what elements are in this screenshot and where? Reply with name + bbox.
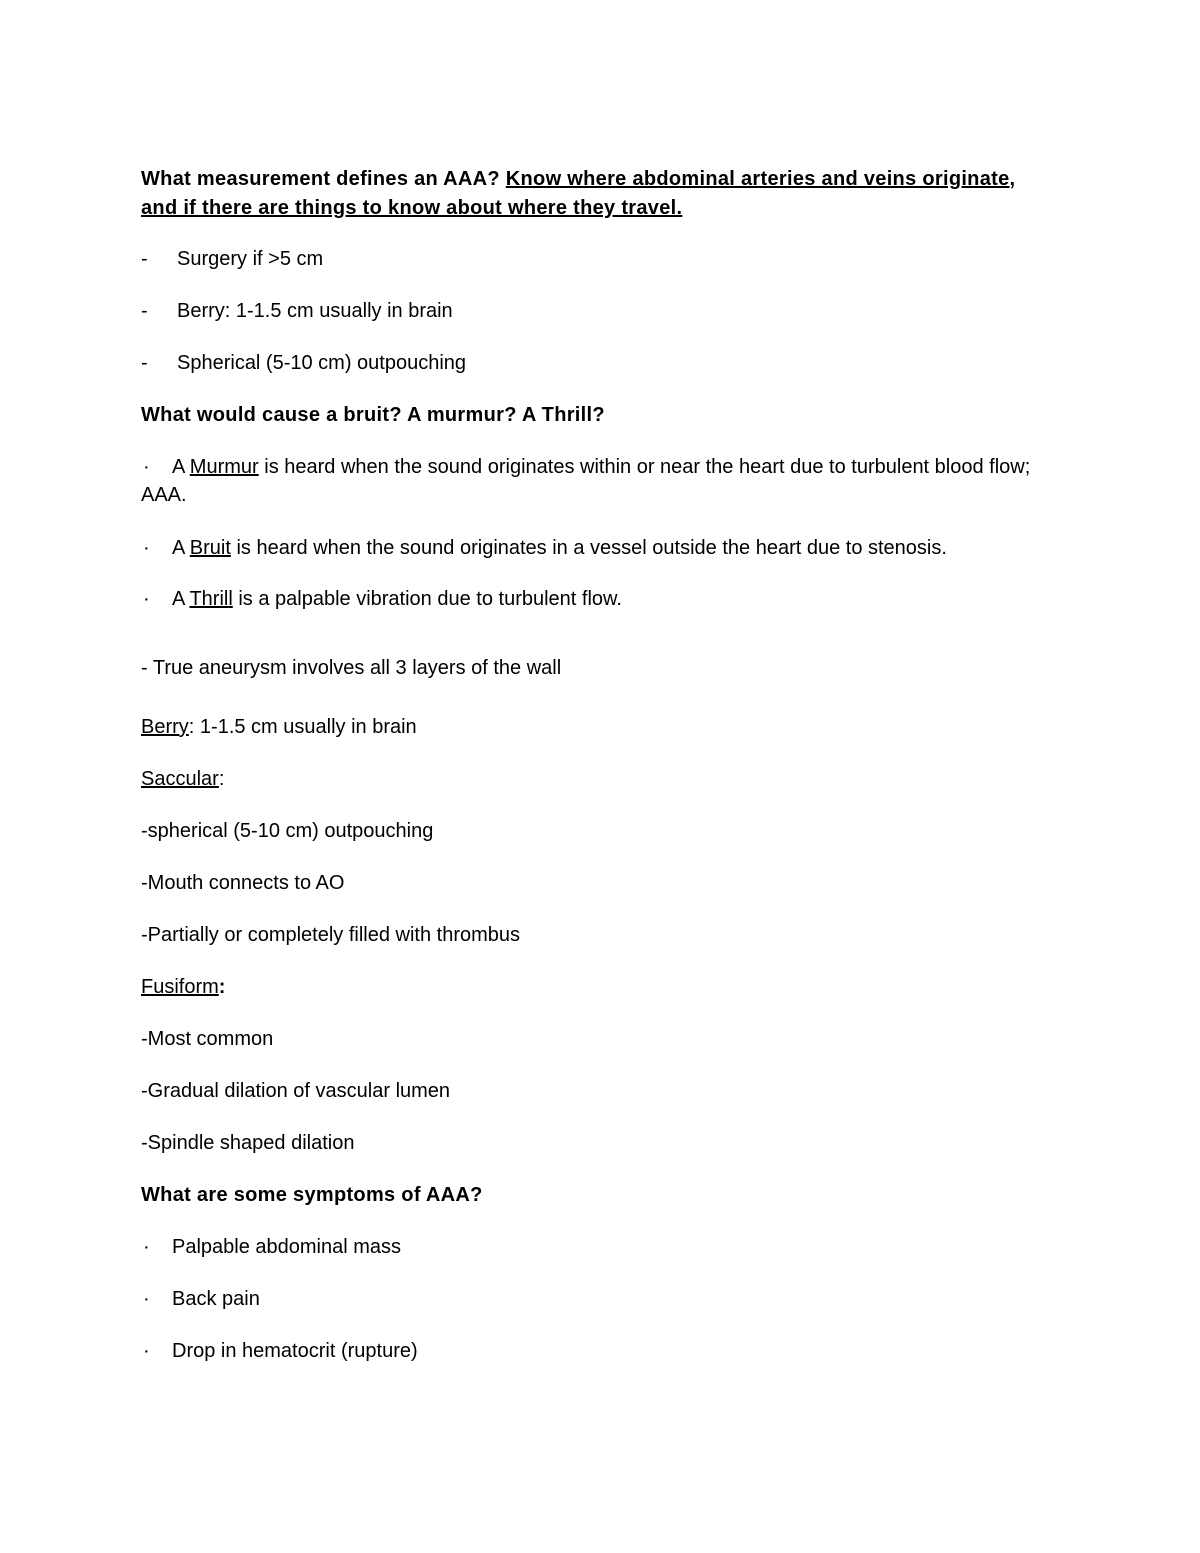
- dash-bullet: -: [141, 300, 148, 322]
- list-item-text: is heard when the sound originates within or near the heart due to turbulent blood flow; AAA.: [141, 456, 1031, 506]
- list-item-text: Spherical (5-10 cm) outpouching: [177, 352, 467, 374]
- list-item-bruit: [141, 534, 947, 562]
- term-saccular: Saccular: [141, 768, 219, 790]
- list-item: [141, 349, 466, 377]
- list-item: [141, 1285, 260, 1313]
- list-item: -Gradual dilation of vascular lumen: [141, 1080, 451, 1102]
- dot-bullet: ·: [143, 1340, 150, 1362]
- document-page: [141, 0, 1071, 1553]
- dot-bullet: ·: [143, 456, 150, 478]
- term-bruit: Bruit: [189, 537, 231, 559]
- list-item: -Partially or completely filled with thrombus: [141, 924, 521, 946]
- list-item: [141, 1233, 401, 1261]
- list-item: [141, 297, 453, 325]
- list-item-text: Berry: 1-1.5 cm usually in brain: [177, 300, 453, 322]
- list-item-thrill: [141, 585, 622, 613]
- list-item: [141, 1337, 418, 1365]
- list-item-text: Back pain: [172, 1288, 260, 1310]
- question-text: What measurement defines an AAA?: [141, 168, 506, 190]
- list-item-text: is heard when the sound originates in a vessel outside the heart due to stenosis.: [230, 537, 947, 559]
- dash-bullet: -: [141, 352, 148, 374]
- question-underlined-continuation: and if there are things to know about where they travel.: [141, 197, 683, 219]
- list-item-text: Surgery if >5 cm: [177, 248, 324, 270]
- true-aneurysm-note: - True aneurysm involves all 3 layers of the wall: [141, 657, 562, 679]
- dot-bullet: ·: [143, 588, 150, 610]
- saccular-heading: [141, 765, 224, 793]
- list-item-text: Drop in hematocrit (rupture): [172, 1340, 418, 1362]
- list-item-prefix: A: [172, 537, 190, 559]
- dash-bullet: -: [141, 248, 148, 270]
- term-fusiform: Fusiform: [141, 976, 219, 998]
- question-aaa-symptoms: What are some symptoms of AAA?: [141, 1184, 483, 1206]
- fusiform-heading: [141, 973, 225, 1001]
- term-murmur: Murmur: [189, 456, 259, 478]
- list-item-prefix: A: [172, 588, 190, 610]
- term-berry: Berry: [141, 716, 189, 738]
- list-item-text: Palpable abdominal mass: [172, 1236, 402, 1258]
- dot-bullet: ·: [143, 1236, 150, 1258]
- list-item: -Spindle shaped dilation: [141, 1132, 355, 1154]
- list-item-prefix: A: [172, 456, 190, 478]
- berry-definition: [141, 713, 417, 741]
- dot-bullet: ·: [143, 1288, 150, 1310]
- list-item: [141, 245, 323, 273]
- list-item: -Most common: [141, 1028, 274, 1050]
- list-item-text: is a palpable vibration due to turbulent flow.: [232, 588, 622, 610]
- question-aaa-measurement: [141, 165, 1015, 193]
- question-underlined-text: Know where abdominal arteries and veins originate,: [505, 168, 1016, 190]
- list-item: -spherical (5-10 cm) outpouching: [141, 820, 434, 842]
- question-bruit-murmur-thrill: What would cause a bruit? A murmur? A Thrill?: [141, 404, 605, 426]
- berry-text: : 1-1.5 cm usually in brain: [188, 716, 417, 738]
- list-item-murmur: [141, 453, 1061, 509]
- dot-bullet: ·: [143, 537, 150, 559]
- list-item: -Mouth connects to AO: [141, 872, 345, 894]
- heading-colon: :: [218, 768, 225, 790]
- term-thrill: Thrill: [189, 588, 233, 610]
- heading-colon: :: [218, 976, 226, 998]
